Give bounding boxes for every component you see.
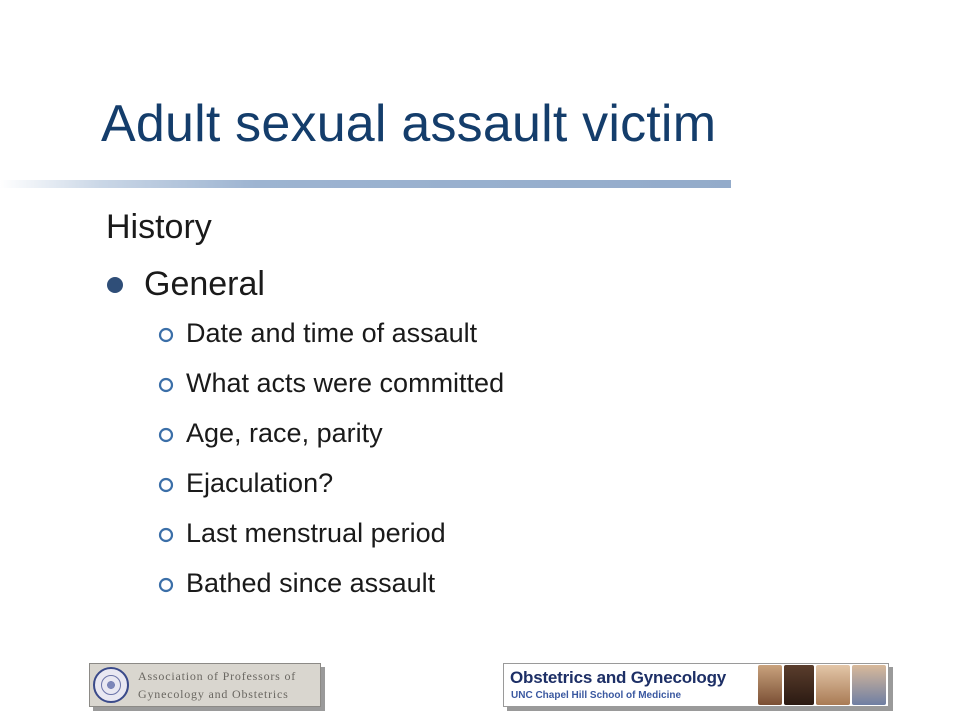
photo-strip	[758, 665, 886, 705]
ring-bullet-icon	[158, 527, 174, 543]
sub-bullet-label: What acts were committed	[186, 368, 505, 398]
apgo-name-line2: Gynecology and Obstetrics	[138, 687, 289, 701]
title-underline-rule	[0, 180, 731, 188]
unc-obgyn-logo	[503, 663, 889, 707]
ring-bullet-icon	[158, 577, 174, 593]
ring-bullet-icon	[158, 327, 174, 343]
filled-circle-bullet-icon	[107, 277, 123, 293]
school-name: UNC Chapel Hill School of Medicine	[511, 690, 682, 701]
photo-family	[816, 665, 850, 705]
bullet-level1-label: General	[144, 265, 265, 303]
apgo-name-line1: Association of Professors of	[138, 669, 297, 683]
photo-women-group	[852, 665, 886, 705]
ring-bullet-icon	[158, 427, 174, 443]
apgo-seal-icon	[93, 667, 129, 703]
sub-bullet-label: Last menstrual period	[186, 518, 446, 548]
section-heading: History	[106, 208, 212, 246]
slide-title: Adult sexual assault victim	[101, 95, 717, 153]
dept-name: Obstetrics and Gynecology	[510, 668, 727, 687]
sub-bullet-label: Bathed since assault	[186, 568, 436, 598]
sub-bullet-label: Ejaculation?	[186, 468, 334, 498]
apgo-logo	[89, 663, 321, 707]
photo-woman-smiling	[784, 665, 814, 705]
sub-bullet-label: Date and time of assault	[186, 318, 478, 348]
ring-bullet-icon	[158, 477, 174, 493]
sub-bullet-label: Age, race, parity	[186, 418, 383, 448]
ring-bullet-icon	[158, 377, 174, 393]
photo-woman-child	[758, 665, 782, 705]
